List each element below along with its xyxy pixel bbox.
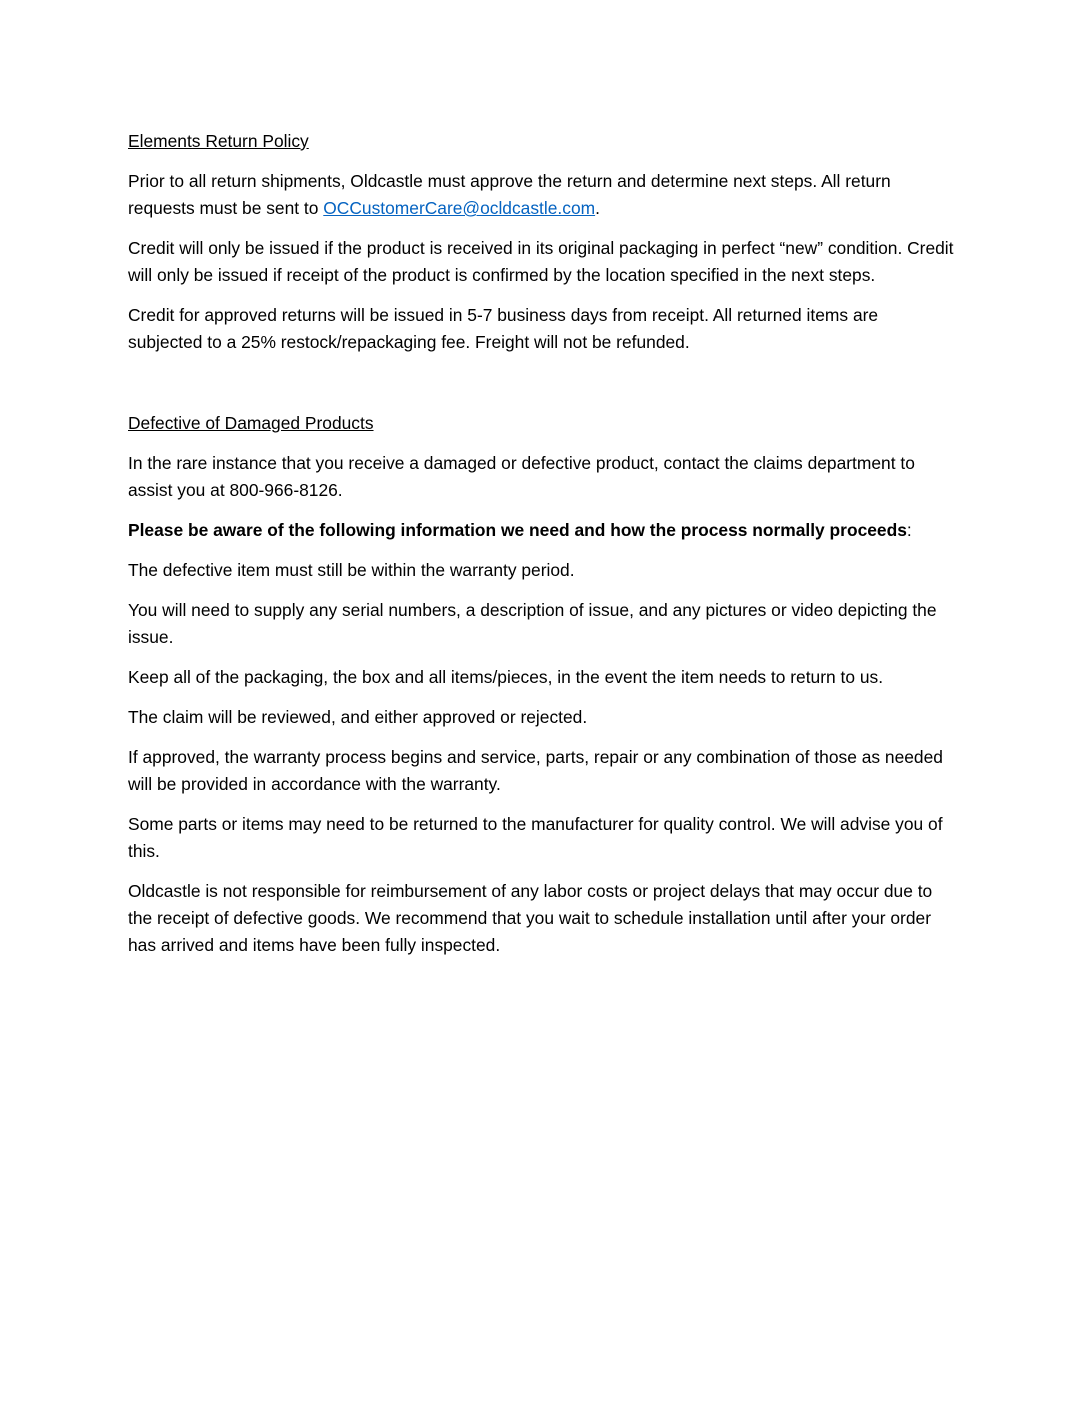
credit-timing-paragraph: Credit for approved returns will be issued in 5-7 business days from receipt. All returned items are subjected to a 25% restock/repackaging fee. Freight will not be refunded.	[128, 305, 879, 352]
defective-products-heading: Defective of Damaged Products	[128, 413, 374, 433]
supply-details-paragraph: You will need to supply any serial numbers, a description of issue, and any pictures or video depicting the issue.	[128, 600, 937, 647]
return-approval-text: Prior to all return shipments, Oldcastle must approve the return and determine next steps. All return requests must be sent to	[128, 171, 891, 218]
process-notice-bold-text: Please be aware of the following information we need and how the process normally proceeds	[128, 520, 907, 540]
process-notice-paragraph	[128, 517, 956, 544]
claim-review-paragraph: The claim will be reviewed, and either approved or rejected.	[128, 707, 588, 727]
return-policy-heading: Elements Return Policy	[128, 131, 309, 151]
document-body	[128, 128, 956, 972]
warranty-process-paragraph: If approved, the warranty process begins and service, parts, repair or any combination of those as needed will be provided in accordance with the warranty.	[128, 747, 943, 794]
section-spacer	[128, 369, 956, 410]
process-notice-colon: :	[906, 520, 912, 540]
warranty-period-paragraph: The defective item must still be within the warranty period.	[128, 560, 575, 580]
manufacturer-return-paragraph: Some parts or items may need to be returned to the manufacturer for quality control. We will advise you of this.	[128, 814, 943, 861]
keep-packaging-paragraph: Keep all of the packaging, the box and all items/pieces, in the event the item needs to return to us.	[128, 667, 884, 687]
credit-conditions-paragraph: Credit will only be issued if the product is received in its original packaging in perfect “new” condition. Credit will only be issued if receipt of the product is confirmed by the location specified in the next steps.	[128, 238, 954, 285]
claims-contact-paragraph: In the rare instance that you receive a damaged or defective product, contact the claims department to assist you at 800-966-8126.	[128, 453, 915, 500]
liability-paragraph: Oldcastle is not responsible for reimbursement of any labor costs or project delays that may occur due to the receipt of defective goods. We recommend that you wait to schedule installation until after your order has arrived and items have been fully inspected.	[128, 881, 933, 955]
return-approval-paragraph	[128, 168, 956, 222]
customer-care-email-link[interactable]: OCCustomerCare@ocldcastle.com	[323, 198, 596, 218]
return-approval-period: .	[595, 198, 600, 218]
